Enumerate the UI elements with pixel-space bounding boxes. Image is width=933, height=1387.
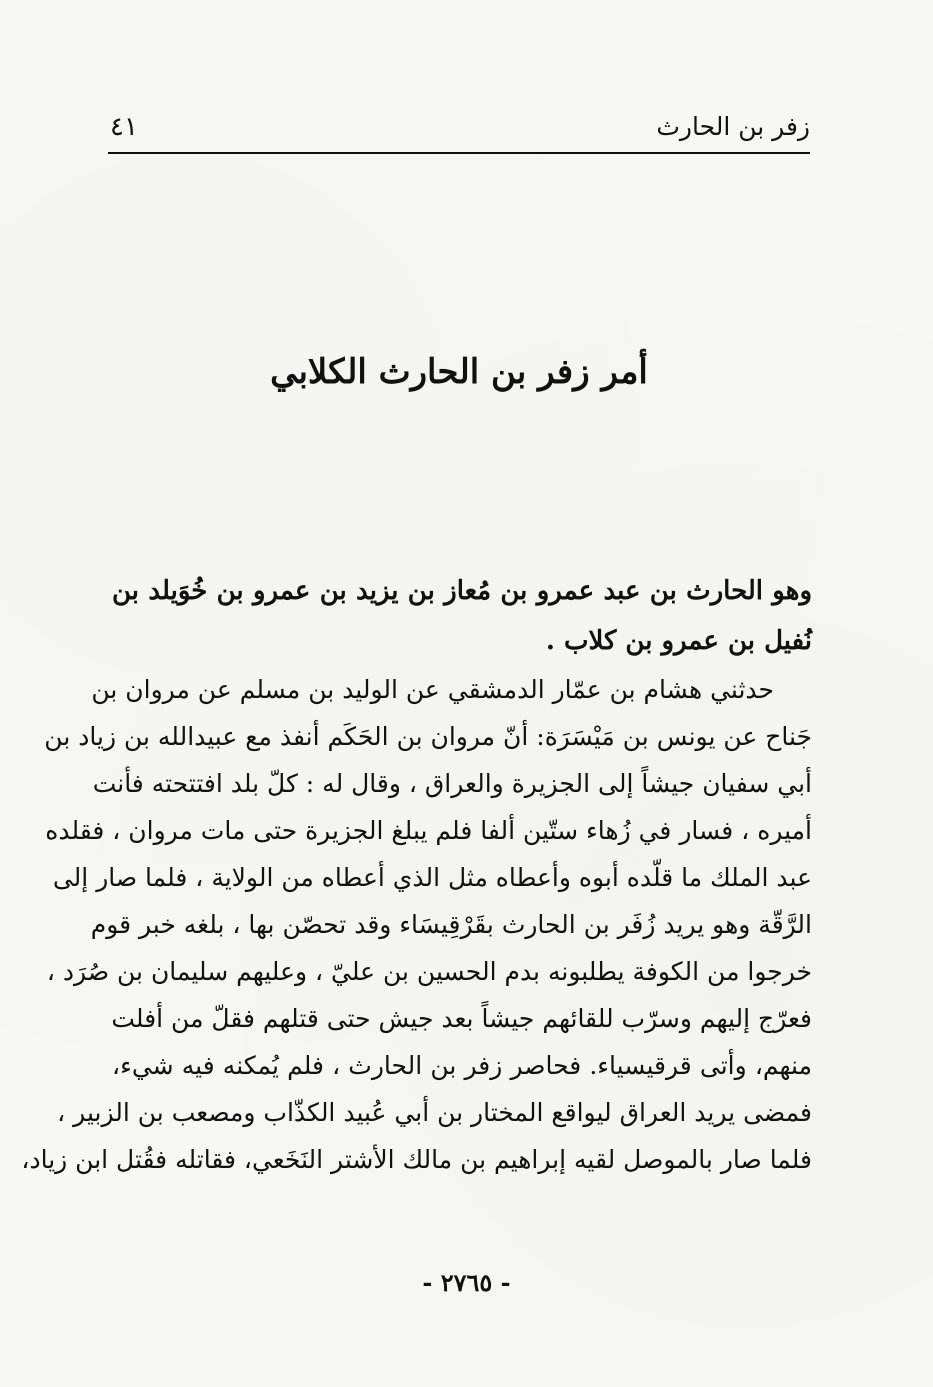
body-line: فمضى يريد العراق ليواقع المختار بن أبي عُبيد الكذّاب ومصعب بن الزبير ،	[57, 1098, 812, 1127]
body-line: عبد الملك ما قلّده أبوه وأعطاه مثل الذي أعطاه من الولاية ، فلما صار إلى	[52, 863, 812, 892]
intro-line: وهو الحارث بن عبد عمرو بن مُعاز بن يزيد بن عمرو بن خُوَيلد بن	[112, 576, 812, 606]
running-title: زفر بن الحارث	[656, 112, 810, 141]
body-line: منهم، وأتى قرقيسياء. فحاصر زفر بن الحارث ، فلم يُمكنه فيه شيء،	[112, 1051, 812, 1080]
page-header	[108, 108, 810, 154]
body-line: أبي سفيان جيشاً إلى الجزيرة والعراق ، وقال له : كلّ بلد افتتحته فأنت	[92, 769, 812, 798]
body-text	[21, 566, 812, 1183]
body-line: جَناح عن يونس بن مَيْسَرَة: أنّ مروان بن الحَكَم أنفذ مع عبيدالله بن زياد بن	[44, 722, 812, 751]
footer-page-number: - ٢٧٦٥ -	[422, 1268, 511, 1297]
body-line: خرجوا من الكوفة يطلبونه بدم الحسين بن عليّ ، وعليهم سليمان بن صُرَد ،	[46, 957, 812, 986]
body-line: الرَّقّة وهو يريد زُفَر بن الحارث بقَرْقِيسَاء وقد تحصّن بها ، بلغه خبر قوم	[90, 910, 812, 939]
header-page-number: ٤١	[110, 112, 138, 142]
body-line: فعرّج إليهم وسرّب للقائهم جيشاً بعد جيش حتى قتلهم فقلّ من أفلت	[111, 1004, 812, 1033]
intro-line: نُفيل بن عمرو بن كلاب .	[545, 626, 812, 656]
body-line: حدثني هشام بن عمّار الدمشقي عن الوليد بن مسلم عن مروان بن	[91, 675, 774, 704]
body-line: فلما صار بالموصل لقيه إبراهيم بن مالك الأشتر النَخَعي، فقاتله فقُتل ابن زياد،	[21, 1145, 812, 1174]
body-line: أميره ، فسار في زُهاء ستّين ألفا فلم يبلغ الجزيرة حتى مات مروان ، فقلده	[45, 816, 812, 845]
chapter-title: أمر زفر بن الحارث الكلابي	[270, 352, 648, 392]
